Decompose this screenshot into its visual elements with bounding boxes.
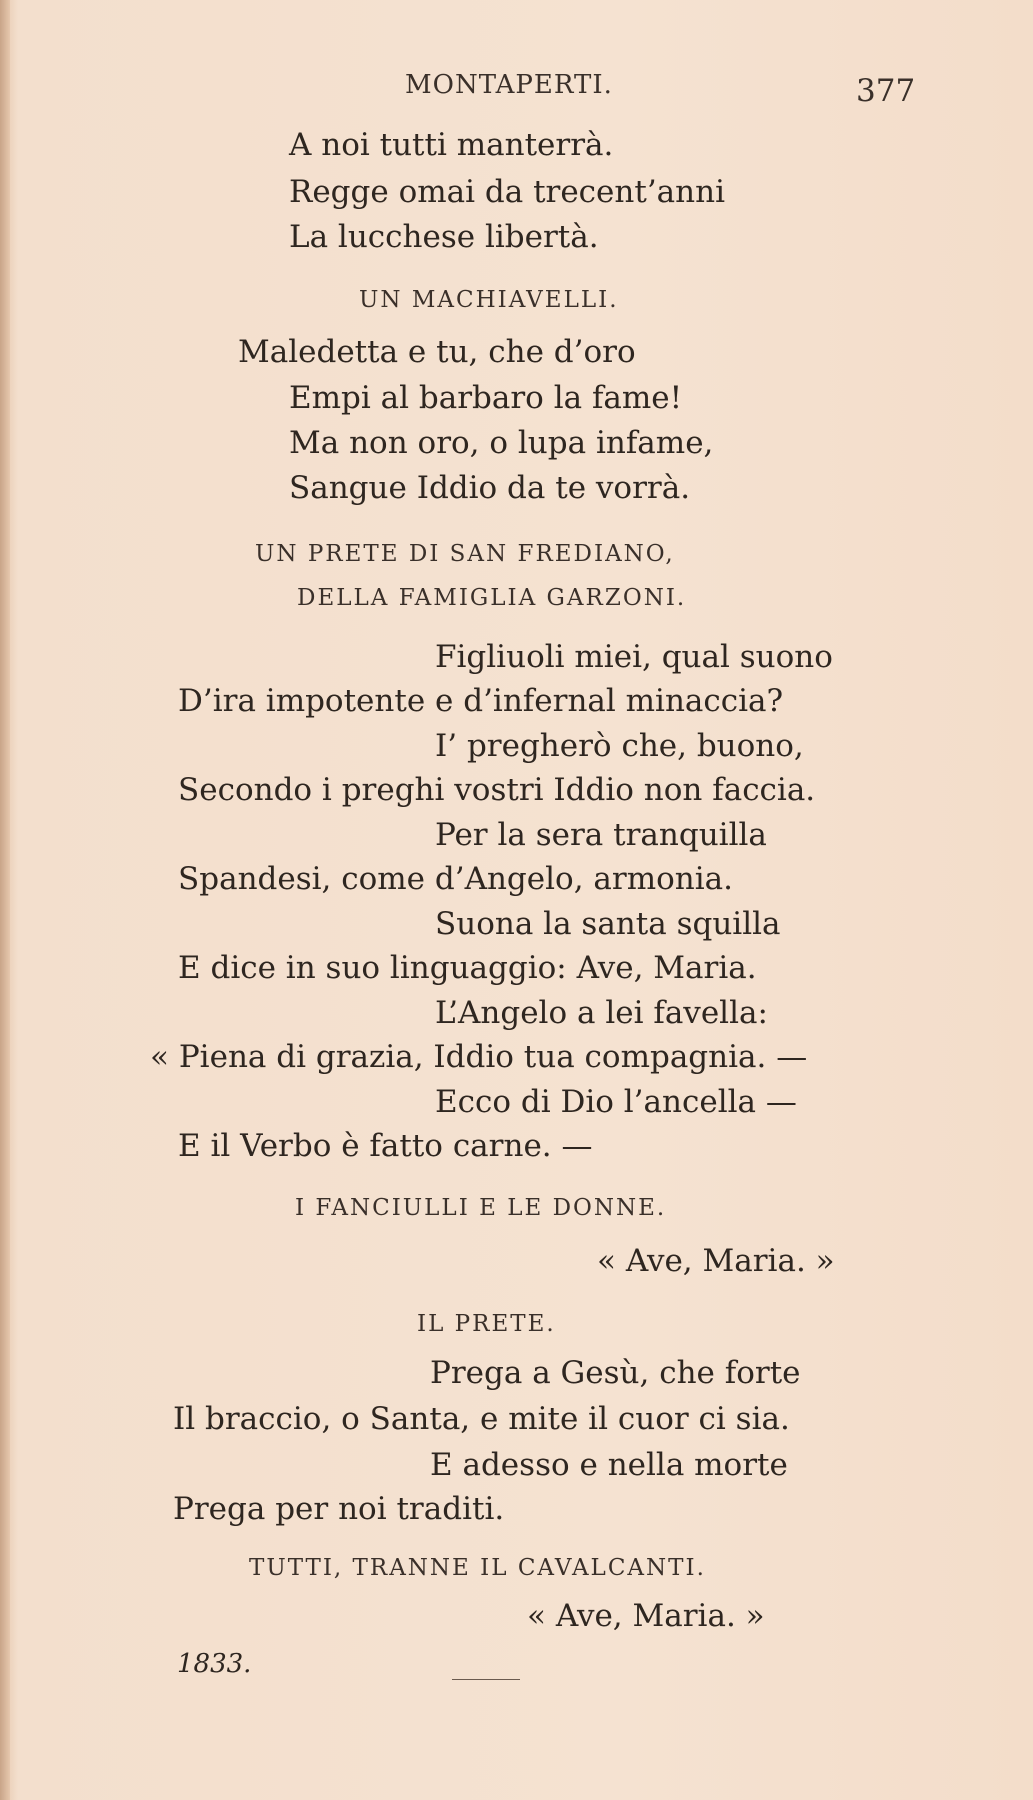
verse-line: Suona la santa squilla <box>435 906 781 942</box>
speaker-name: UN MACHIAVELLI. <box>359 287 619 313</box>
closing-rule <box>452 1679 520 1680</box>
composition-year: 1833. <box>177 1649 252 1679</box>
verse-line: I’ pregherò che, buono, <box>435 728 804 764</box>
page-spine-edge <box>0 0 10 1800</box>
verse-line: Prega a Gesù, che forte <box>430 1355 801 1391</box>
verse-line: « Ave, Maria. » <box>597 1243 835 1279</box>
verse-line: E il Verbo è fatto carne. — <box>178 1128 593 1164</box>
speaker-name: UN PRETE DI SAN FREDIANO, <box>255 541 675 567</box>
verse-line: « Piena di grazia, Iddio tua compagnia. — <box>150 1039 808 1075</box>
verse-line: La lucchese libertà. <box>289 219 599 255</box>
verse-line: Empi al barbaro la fame! <box>289 380 683 416</box>
verse-line: E adesso e nella morte <box>430 1447 788 1483</box>
verse-line: Regge omai da trecent’anni <box>289 174 725 210</box>
verse-line: D’ira impotente e d’infernal minaccia? <box>178 683 784 719</box>
verse-line: Sangue Iddio da te vorrà. <box>289 470 691 506</box>
verse-line: Ecco di Dio l’ancella — <box>435 1084 797 1120</box>
verse-line: Ma non oro, o lupa infame, <box>289 425 714 461</box>
verse-line: Per la sera tranquilla <box>435 817 767 853</box>
verse-line: « Ave, Maria. » <box>527 1598 765 1634</box>
speaker-name: IL PRETE. <box>417 1311 556 1337</box>
speaker-subtitle: DELLA FAMIGLIA GARZONI. <box>297 585 687 611</box>
verse-line: Spandesi, come d’Angelo, armonia. <box>178 861 733 897</box>
running-title: MONTAPERTI. <box>405 70 613 100</box>
verse-line: Maledetta e tu, che d’oro <box>238 334 636 370</box>
verse-line: Figliuoli miei, qual suono <box>435 639 833 675</box>
speaker-name: TUTTI, TRANNE IL CAVALCANTI. <box>249 1555 706 1581</box>
verse-line: Prega per noi traditi. <box>173 1491 505 1527</box>
verse-line: A noi tutti manterrà. <box>289 127 614 163</box>
verse-line: Secondo i preghi vostri Iddio non faccia. <box>178 772 816 808</box>
speaker-name: I FANCIULLI E LE DONNE. <box>295 1195 667 1221</box>
verse-line: Il braccio, o Santa, e mite il cuor ci sia. <box>173 1401 790 1437</box>
verse-line: E dice in suo linguaggio: Ave, Maria. <box>178 950 757 986</box>
page-number: 377 <box>856 73 916 109</box>
verse-line: L’Angelo a lei favella: <box>435 995 768 1031</box>
